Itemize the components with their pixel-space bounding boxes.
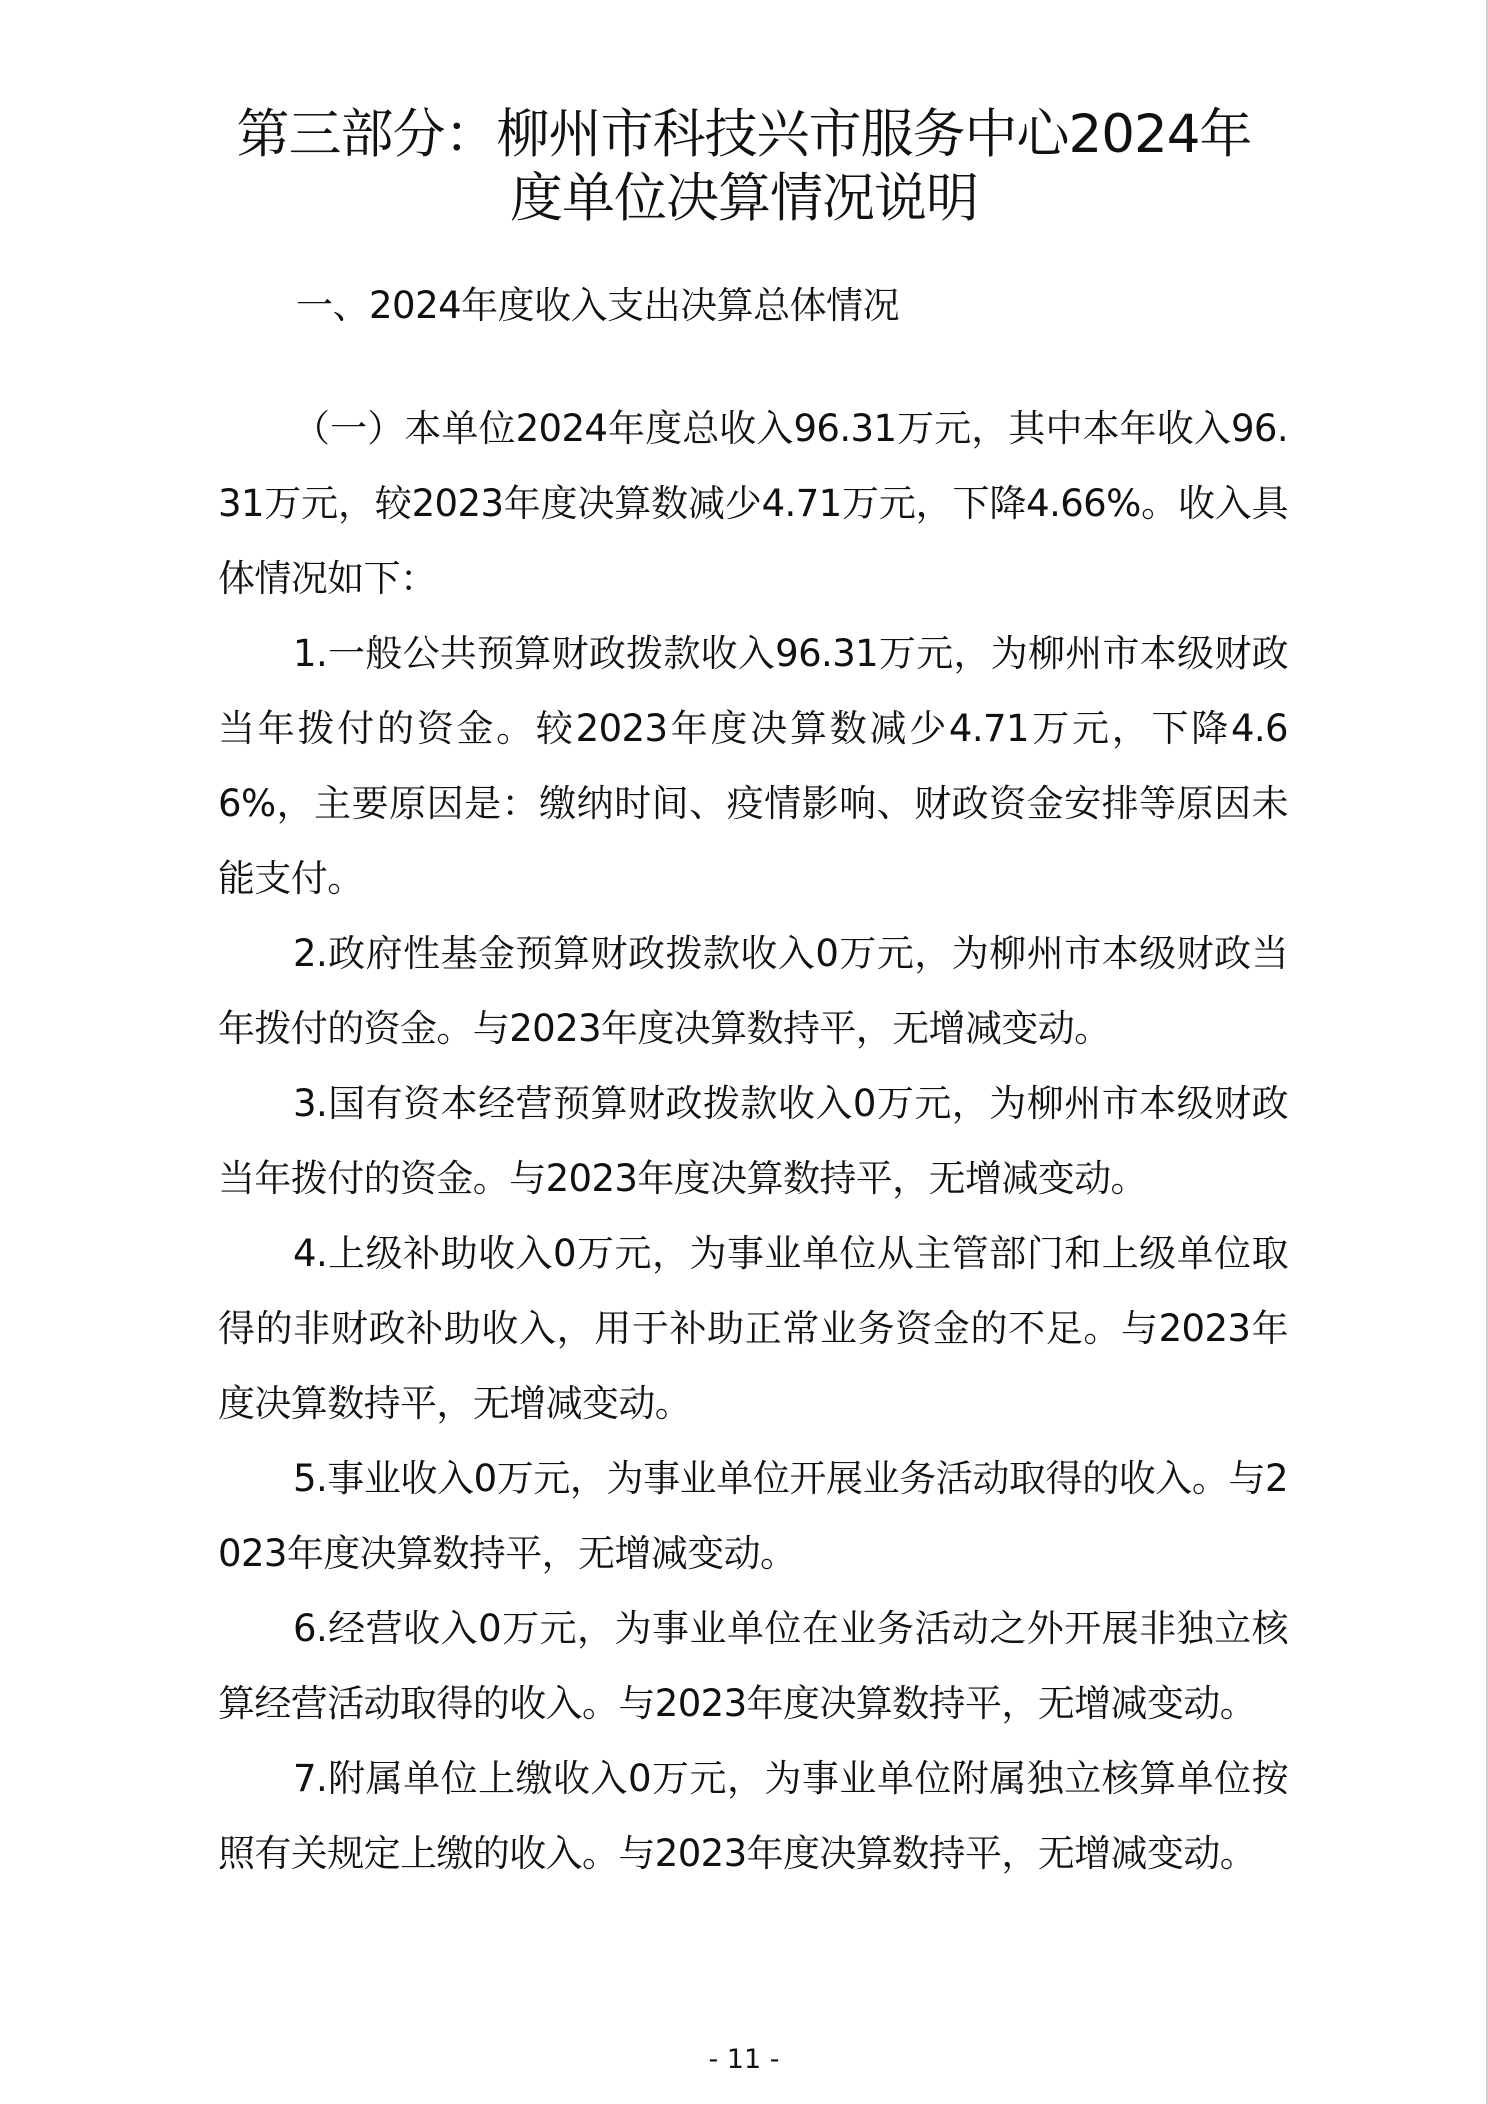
paragraph-item-6: 6.经营收入0万元，为事业单位在业务活动之外开展非独立核算经营活动取得的收入。与2023年度决算数持平，无增减变动。 <box>218 1607 1288 1725</box>
paragraph-item-3: 3.国有资本经营预算财政拨款收入0万元，为柳州市本级财政当年拨付的资金。与2023年度决算数持平，无增减变动。 <box>218 1082 1288 1200</box>
paragraph-item-5: 5.事业收入0万元，为事业单位开展业务活动取得的收入。与2023年度决算数持平，无增减变动。 <box>218 1457 1288 1575</box>
title-line-1: 第三部分：柳州市科技兴市服务中心2024年 <box>236 104 1252 165</box>
page-number: - 11 - <box>708 2044 780 2075</box>
paragraph-item-7: 7.附属单位上缴收入0万元，为事业单位附属独立核算单位按照有关规定上缴的收入。与2023年度决算数持平，无增减变动。 <box>218 1757 1288 1875</box>
section-heading: 一、2024年度收入支出决算总体情况 <box>296 284 900 327</box>
paragraph-item-1: 1.一般公共预算财政拨款收入96.31万元，为柳州市本级财政当年拨付的资金。较2023年度决算数减少4.71万元，下降4.66%，主要原因是：缴纳时间、疫情影响、财政资金安排等原因未能支付。 <box>218 632 1288 900</box>
paragraph-item-2: 2.政府性基金预算财政拨款收入0万元，为柳州市本级财政当年拨付的资金。与2023年度决算数持平，无增减变动。 <box>218 932 1288 1050</box>
paragraph-item-4: 4.上级补助收入0万元，为事业单位从主管部门和上级单位取得的非财政补助收入，用于补助正常业务资金的不足。与2023年度决算数持平，无增减变动。 <box>218 1232 1288 1425</box>
body-text <box>218 391 1288 1891</box>
paragraph-overview: （一）本单位2024年度总收入96.31万元，其中本年收入96.31万元，较2023年度决算数减少4.71万元，下降4.66%。收入具体情况如下： <box>218 407 1288 600</box>
title-line-2: 度单位决算情况说明 <box>510 168 978 229</box>
page-title <box>200 103 1288 231</box>
